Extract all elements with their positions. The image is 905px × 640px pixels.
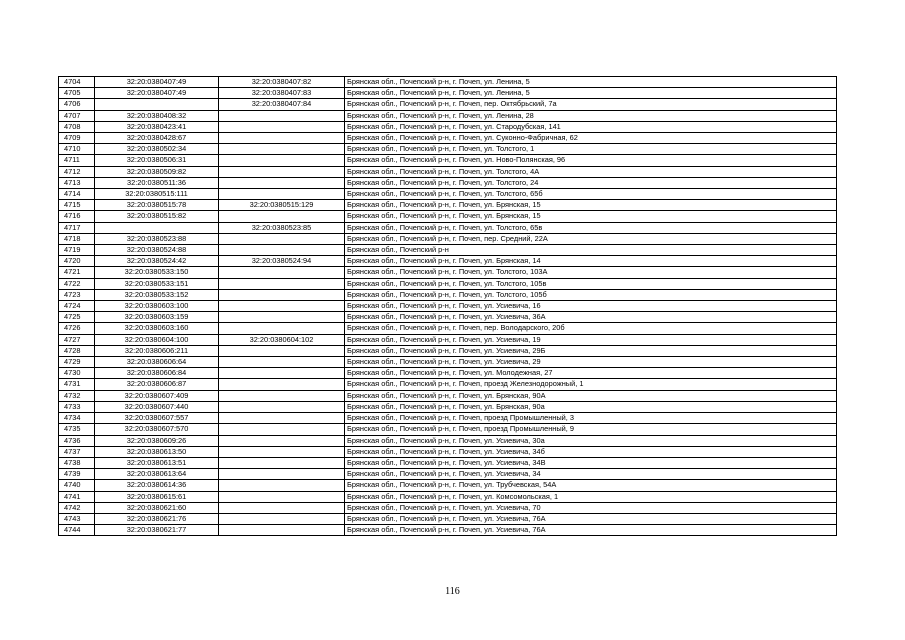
address-cell: Брянская обл., Почепский р-н, г. Почеп, ул. Усиевича, 29Б (345, 345, 837, 356)
building-cadastral-number-cell (219, 457, 345, 468)
cadastral-number-cell: 32:20:0380621:76 (95, 513, 219, 524)
building-cadastral-number-cell (219, 469, 345, 480)
cadastral-number-cell: 32:20:0380607:557 (95, 413, 219, 424)
row-number-cell: 4709 (59, 133, 95, 144)
row-number-cell: 4711 (59, 155, 95, 166)
cadastral-number-cell: 32:20:0380515:78 (95, 200, 219, 211)
table-row (59, 312, 837, 323)
building-cadastral-number-cell (219, 267, 345, 278)
table-row (59, 155, 837, 166)
table-row (59, 345, 837, 356)
table-row (59, 390, 837, 401)
table-row (59, 368, 837, 379)
building-cadastral-number-cell (219, 390, 345, 401)
cadastral-number-cell: 32:20:0380615:61 (95, 491, 219, 502)
table-row (59, 77, 837, 88)
row-number-cell: 4708 (59, 121, 95, 132)
row-number-cell: 4713 (59, 177, 95, 188)
cadastral-number-cell: 32:20:0380606:211 (95, 345, 219, 356)
building-cadastral-number-cell (219, 110, 345, 121)
building-cadastral-number-cell (219, 233, 345, 244)
cadastral-number-cell: 32:20:0380606:87 (95, 379, 219, 390)
table-row (59, 469, 837, 480)
table-row (59, 133, 837, 144)
row-number-cell: 4730 (59, 368, 95, 379)
row-number-cell: 4743 (59, 513, 95, 524)
table-row (59, 323, 837, 334)
address-cell: Брянская обл., Почепский р-н, г. Почеп, пер. Октябрьский, 7а (345, 99, 837, 110)
address-cell: Брянская обл., Почепский р-н, г. Почеп, ул. Брянская, 15 (345, 211, 837, 222)
building-cadastral-number-cell (219, 289, 345, 300)
cadastral-number-cell: 32:20:0380607:409 (95, 390, 219, 401)
cadastral-number-cell: 32:20:0380533:151 (95, 278, 219, 289)
cadastral-number-cell: 32:20:0380407:49 (95, 77, 219, 88)
row-number-cell: 4724 (59, 301, 95, 312)
table-row (59, 446, 837, 457)
cadastral-number-cell: 32:20:0380607:440 (95, 401, 219, 412)
row-number-cell: 4741 (59, 491, 95, 502)
building-cadastral-number-cell: 32:20:0380523:85 (219, 222, 345, 233)
cadastral-number-cell: 32:20:0380502:34 (95, 144, 219, 155)
page-number: 116 (445, 586, 460, 597)
address-cell: Брянская обл., Почепский р-н, г. Почеп, ул. Усиевича, 16 (345, 301, 837, 312)
cadastral-number-cell: 32:20:0380604:100 (95, 334, 219, 345)
cadastral-number-cell: 32:20:0380603:159 (95, 312, 219, 323)
table-row (59, 525, 837, 536)
table-row (59, 334, 837, 345)
address-cell: Брянская обл., Почепский р-н, г. Почеп, ул. Усиевича, 19 (345, 334, 837, 345)
cadastral-number-cell (95, 222, 219, 233)
building-cadastral-number-cell (219, 323, 345, 334)
building-cadastral-number-cell (219, 301, 345, 312)
cadastral-number-cell: 32:20:0380613:50 (95, 446, 219, 457)
cadastral-number-cell: 32:20:0380523:88 (95, 233, 219, 244)
cadastral-number-cell: 32:20:0380603:160 (95, 323, 219, 334)
address-cell: Брянская обл., Почепский р-н, г. Почеп, ул. Усиевича, 30а (345, 435, 837, 446)
address-cell: Брянская обл., Почепский р-н, г. Почеп, ул. Ново-Полянская, 96 (345, 155, 837, 166)
address-cell: Брянская обл., Почепский р-н, г. Почеп, ул. Брянская, 15 (345, 200, 837, 211)
building-cadastral-number-cell (219, 435, 345, 446)
building-cadastral-number-cell (219, 491, 345, 502)
registry-table (58, 76, 837, 536)
address-cell: Брянская обл., Почепский р-н, г. Почеп, ул. Толстого, 65в (345, 222, 837, 233)
row-number-cell: 4731 (59, 379, 95, 390)
address-cell: Брянская обл., Почепский р-н, г. Почеп, ул. Усиевича, 29 (345, 357, 837, 368)
building-cadastral-number-cell: 32:20:0380604:102 (219, 334, 345, 345)
address-cell: Брянская обл., Почепский р-н, г. Почеп, ул. Ленина, 28 (345, 110, 837, 121)
address-cell: Брянская обл., Почепский р-н, г. Почеп, ул. Толстого, 103А (345, 267, 837, 278)
row-number-cell: 4727 (59, 334, 95, 345)
row-number-cell: 4706 (59, 99, 95, 110)
table-row (59, 289, 837, 300)
building-cadastral-number-cell (219, 177, 345, 188)
row-number-cell: 4717 (59, 222, 95, 233)
table-row (59, 99, 837, 110)
table-body (59, 77, 837, 536)
building-cadastral-number-cell (219, 513, 345, 524)
address-cell: Брянская обл., Почепский р-н, г. Почеп, проезд Промышленный, 9 (345, 424, 837, 435)
table-row (59, 513, 837, 524)
building-cadastral-number-cell (219, 144, 345, 155)
building-cadastral-number-cell (219, 166, 345, 177)
table-row (59, 121, 837, 132)
row-number-cell: 4733 (59, 401, 95, 412)
address-cell: Брянская обл., Почепский р-н, г. Почеп, пер. Средний, 22А (345, 233, 837, 244)
row-number-cell: 4735 (59, 424, 95, 435)
table-row (59, 189, 837, 200)
building-cadastral-number-cell (219, 357, 345, 368)
building-cadastral-number-cell (219, 345, 345, 356)
row-number-cell: 4734 (59, 413, 95, 424)
cadastral-number-cell: 32:20:0380428:67 (95, 133, 219, 144)
table-row (59, 256, 837, 267)
cadastral-number-cell: 32:20:0380621:60 (95, 502, 219, 513)
address-cell: Брянская обл., Почепский р-н, г. Почеп, ул. Ленина, 5 (345, 88, 837, 99)
address-cell: Брянская обл., Почепский р-н, г. Почеп, ул. Толстого, 1 (345, 144, 837, 155)
row-number-cell: 4736 (59, 435, 95, 446)
address-cell: Брянская обл., Почепский р-н, г. Почеп, ул. Толстого, 65б (345, 189, 837, 200)
cadastral-number-cell: 32:20:0380511:36 (95, 177, 219, 188)
address-cell: Брянская обл., Почепский р-н, г. Почеп, ул. Усиевича, 70 (345, 502, 837, 513)
row-number-cell: 4715 (59, 200, 95, 211)
table-row (59, 435, 837, 446)
address-cell: Брянская обл., Почепский р-н, г. Почеп, ул. Толстого, 24 (345, 177, 837, 188)
table-row (59, 177, 837, 188)
row-number-cell: 4705 (59, 88, 95, 99)
row-number-cell: 4742 (59, 502, 95, 513)
table-row (59, 267, 837, 278)
building-cadastral-number-cell (219, 211, 345, 222)
row-number-cell: 4704 (59, 77, 95, 88)
table-row (59, 424, 837, 435)
table-row (59, 245, 837, 256)
cadastral-number-cell: 32:20:0380613:51 (95, 457, 219, 468)
table-row (59, 211, 837, 222)
building-cadastral-number-cell (219, 368, 345, 379)
address-cell: Брянская обл., Почепский р-н, г. Почеп, ул. Трубчевская, 54А (345, 480, 837, 491)
row-number-cell: 4712 (59, 166, 95, 177)
building-cadastral-number-cell (219, 189, 345, 200)
cadastral-number-cell: 32:20:0380515:82 (95, 211, 219, 222)
address-cell: Брянская обл., Почепский р-н, г. Почеп, ул. Усиевича, 34б (345, 446, 837, 457)
row-number-cell: 4720 (59, 256, 95, 267)
address-cell: Брянская обл., Почепский р-н, г. Почеп, ул. Брянская, 14 (345, 256, 837, 267)
address-cell: Брянская обл., Почепский р-н, г. Почеп, ул. Усиевича, 76А (345, 513, 837, 524)
table-row (59, 301, 837, 312)
row-number-cell: 4719 (59, 245, 95, 256)
address-cell: Брянская обл., Почепский р-н, г. Почеп, ул. Брянская, 90А (345, 390, 837, 401)
cadastral-number-cell: 32:20:0380408:32 (95, 110, 219, 121)
row-number-cell: 4740 (59, 480, 95, 491)
building-cadastral-number-cell (219, 401, 345, 412)
row-number-cell: 4723 (59, 289, 95, 300)
cadastral-number-cell: 32:20:0380515:111 (95, 189, 219, 200)
cadastral-number-cell: 32:20:0380509:82 (95, 166, 219, 177)
row-number-cell: 4738 (59, 457, 95, 468)
table-row (59, 413, 837, 424)
building-cadastral-number-cell (219, 424, 345, 435)
building-cadastral-number-cell (219, 379, 345, 390)
building-cadastral-number-cell (219, 525, 345, 536)
cadastral-number-cell: 32:20:0380606:64 (95, 357, 219, 368)
cadastral-number-cell (95, 99, 219, 110)
row-number-cell: 4721 (59, 267, 95, 278)
cadastral-number-cell: 32:20:0380506:31 (95, 155, 219, 166)
row-number-cell: 4707 (59, 110, 95, 121)
table-row (59, 278, 837, 289)
address-cell: Брянская обл., Почепский р-н, г. Почеп, проезд Железнодорожный, 1 (345, 379, 837, 390)
building-cadastral-number-cell (219, 312, 345, 323)
cadastral-number-cell: 32:20:0380607:570 (95, 424, 219, 435)
table-row (59, 144, 837, 155)
table-row (59, 379, 837, 390)
table-row (59, 233, 837, 244)
address-cell: Брянская обл., Почепский р-н, г. Почеп, ул. Усиевича, 34 (345, 469, 837, 480)
table-row (59, 166, 837, 177)
cadastral-number-cell: 32:20:0380533:150 (95, 267, 219, 278)
cadastral-number-cell: 32:20:0380614:36 (95, 480, 219, 491)
row-number-cell: 4710 (59, 144, 95, 155)
building-cadastral-number-cell (219, 502, 345, 513)
address-cell: Брянская обл., Почепский р-н, г. Почеп, ул. Стародубская, 141 (345, 121, 837, 132)
address-cell: Брянская обл., Почепский р-н, г. Почеп, ул. Усиевича, 36А (345, 312, 837, 323)
row-number-cell: 4714 (59, 189, 95, 200)
row-number-cell: 4739 (59, 469, 95, 480)
building-cadastral-number-cell (219, 133, 345, 144)
building-cadastral-number-cell (219, 446, 345, 457)
address-cell: Брянская обл., Почепский р-н, г. Почеп, проезд Промышленный, 3 (345, 413, 837, 424)
table-row (59, 110, 837, 121)
building-cadastral-number-cell: 32:20:0380407:84 (219, 99, 345, 110)
address-cell: Брянская обл., Почепский р-н, г. Почеп, ул. Толстого, 105б (345, 289, 837, 300)
row-number-cell: 4722 (59, 278, 95, 289)
cadastral-number-cell: 32:20:0380524:42 (95, 256, 219, 267)
row-number-cell: 4728 (59, 345, 95, 356)
building-cadastral-number-cell (219, 413, 345, 424)
row-number-cell: 4718 (59, 233, 95, 244)
cadastral-number-cell: 32:20:0380606:84 (95, 368, 219, 379)
building-cadastral-number-cell (219, 245, 345, 256)
table-row (59, 222, 837, 233)
address-cell: Брянская обл., Почепский р-н, г. Почеп, ул. Брянская, 90а (345, 401, 837, 412)
building-cadastral-number-cell (219, 121, 345, 132)
address-cell: Брянская обл., Почепский р-н, г. Почеп, ул. Ленина, 5 (345, 77, 837, 88)
row-number-cell: 4725 (59, 312, 95, 323)
building-cadastral-number-cell (219, 155, 345, 166)
address-cell: Брянская обл., Почепский р-н (345, 245, 837, 256)
cadastral-number-cell: 32:20:0380603:100 (95, 301, 219, 312)
building-cadastral-number-cell (219, 480, 345, 491)
table-row (59, 502, 837, 513)
address-cell: Брянская обл., Почепский р-н, г. Почеп, ул. Усиевича, 34В (345, 457, 837, 468)
table-row (59, 457, 837, 468)
address-cell: Брянская обл., Почепский р-н, г. Почеп, ул. Усиевича, 76А (345, 525, 837, 536)
row-number-cell: 4737 (59, 446, 95, 457)
cadastral-number-cell: 32:20:0380621:77 (95, 525, 219, 536)
building-cadastral-number-cell: 32:20:0380407:82 (219, 77, 345, 88)
cadastral-number-cell: 32:20:0380407:49 (95, 88, 219, 99)
row-number-cell: 4729 (59, 357, 95, 368)
table-row (59, 357, 837, 368)
cadastral-number-cell: 32:20:0380613:64 (95, 469, 219, 480)
row-number-cell: 4716 (59, 211, 95, 222)
address-cell: Брянская обл., Почепский р-н, г. Почеп, ул. Молодежная, 27 (345, 368, 837, 379)
address-cell: Брянская обл., Почепский р-н, г. Почеп, ул. Суконно-Фабричная, 62 (345, 133, 837, 144)
cadastral-number-cell: 32:20:0380423:41 (95, 121, 219, 132)
building-cadastral-number-cell (219, 278, 345, 289)
building-cadastral-number-cell: 32:20:0380524:94 (219, 256, 345, 267)
table-row (59, 401, 837, 412)
address-cell: Брянская обл., Почепский р-н, г. Почеп, ул. Толстого, 4А (345, 166, 837, 177)
address-cell: Брянская обл., Почепский р-н, г. Почеп, ул. Комсомольская, 1 (345, 491, 837, 502)
table-row (59, 200, 837, 211)
address-cell: Брянская обл., Почепский р-н, г. Почеп, пер. Володарского, 20б (345, 323, 837, 334)
row-number-cell: 4744 (59, 525, 95, 536)
cadastral-number-cell: 32:20:0380609:26 (95, 435, 219, 446)
building-cadastral-number-cell: 32:20:0380515:129 (219, 200, 345, 211)
table-row (59, 480, 837, 491)
address-cell: Брянская обл., Почепский р-н, г. Почеп, ул. Толстого, 105в (345, 278, 837, 289)
table-row (59, 491, 837, 502)
building-cadastral-number-cell: 32:20:0380407:83 (219, 88, 345, 99)
cadastral-number-cell: 32:20:0380524:88 (95, 245, 219, 256)
table-row (59, 88, 837, 99)
row-number-cell: 4726 (59, 323, 95, 334)
row-number-cell: 4732 (59, 390, 95, 401)
cadastral-number-cell: 32:20:0380533:152 (95, 289, 219, 300)
